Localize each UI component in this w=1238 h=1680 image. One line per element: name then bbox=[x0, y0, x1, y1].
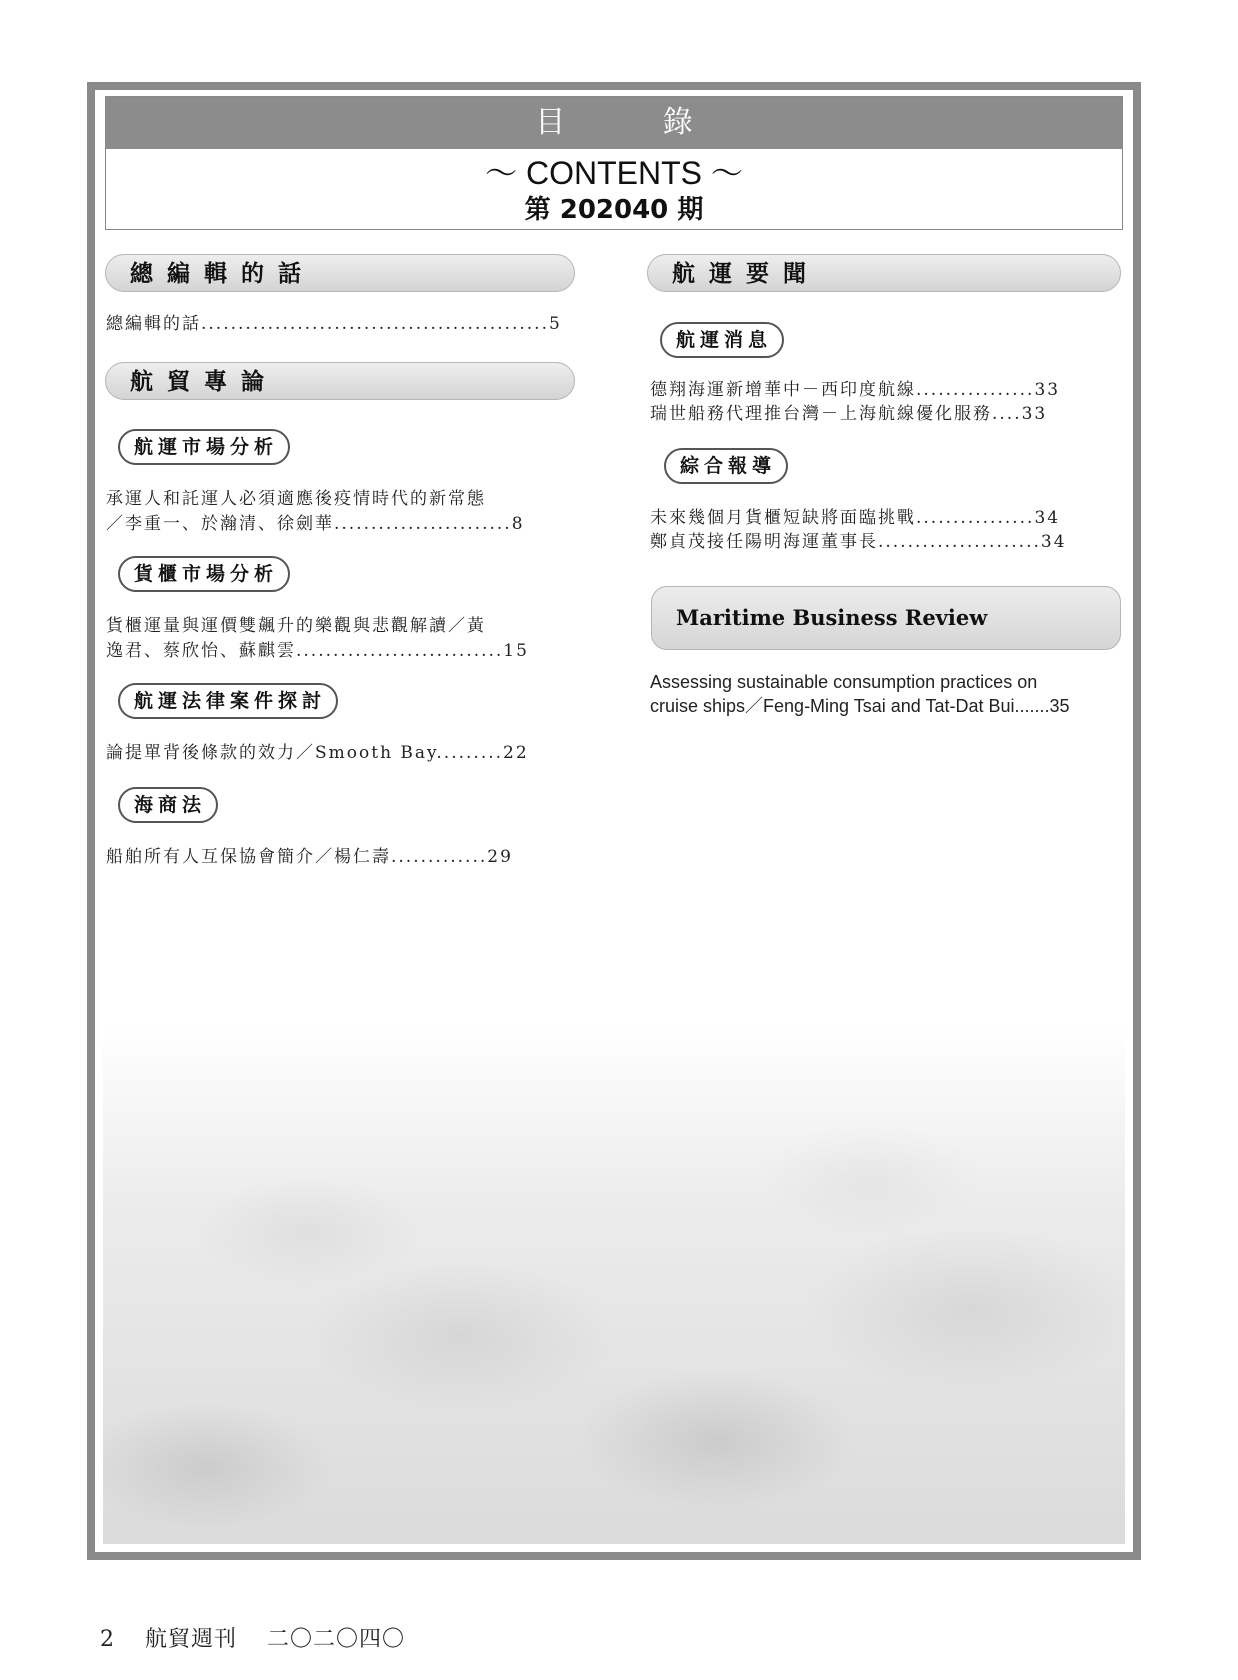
tag-shipping-news[interactable]: 航運消息 bbox=[660, 322, 784, 358]
publication-name: 航貿週刊 bbox=[145, 1627, 238, 1652]
tag-shipping-law[interactable]: 航運法律案件探討 bbox=[118, 683, 338, 719]
tag-container-market[interactable]: 貨櫃市場分析 bbox=[118, 556, 290, 592]
footer-issue: 二〇二〇四〇 bbox=[267, 1627, 406, 1652]
entry-line[interactable]: 鄭貞茂接任陽明海運董事長......................34 bbox=[650, 532, 1067, 552]
section-editor[interactable]: 總編輯的話 bbox=[105, 254, 575, 292]
section-maritime-business-review[interactable]: Maritime Business Review bbox=[651, 586, 1121, 650]
tag-general-report[interactable]: 綜合報導 bbox=[664, 448, 788, 484]
entry-line[interactable]: 逸君、蔡欣怡、蘇麒雲............................15 bbox=[106, 641, 529, 661]
entry-editor[interactable]: 總編輯的話...............................................5 bbox=[106, 314, 562, 334]
tag-shipping-market[interactable]: 航運市場分析 bbox=[118, 429, 290, 465]
entry-line[interactable]: 船舶所有人互保協會簡介／楊仁壽.............29 bbox=[106, 847, 513, 867]
entry-line[interactable]: 未來幾個月貨櫃短缺將面臨挑戰................34 bbox=[650, 508, 1061, 528]
page-footer bbox=[100, 1622, 427, 1653]
entry-line[interactable]: 承運人和託運人必須適應後疫情時代的新常態 bbox=[106, 489, 486, 509]
contents-header bbox=[105, 96, 1123, 230]
section-news[interactable]: 航運要聞 bbox=[647, 254, 1121, 292]
page-frame bbox=[87, 82, 1141, 1560]
page-number: 2 bbox=[100, 1627, 115, 1652]
contents-title: ～ CONTENTS ～ bbox=[485, 155, 743, 191]
marble-background bbox=[103, 1024, 1125, 1544]
entry-line[interactable]: Assessing sustainable consumption practices on bbox=[650, 672, 1038, 692]
entry-line[interactable]: 貨櫃運量與運價雙飆升的樂觀與悲觀解讀／黃 bbox=[106, 616, 486, 636]
section-commentary[interactable]: 航貿專論 bbox=[105, 362, 575, 400]
header-title-bar: 目 錄 bbox=[106, 97, 1122, 149]
tag-maritime-law[interactable]: 海商法 bbox=[118, 787, 218, 823]
entry-line[interactable]: 論提單背後條款的效力／Smooth Bay.........22 bbox=[106, 743, 529, 763]
issue-number: 第 202040 期 bbox=[524, 195, 704, 225]
entry-line[interactable]: 瑞世船務代理推台灣－上海航線優化服務....33 bbox=[650, 404, 1048, 424]
entry-line[interactable]: 德翔海運新增華中－西印度航線................33 bbox=[650, 380, 1061, 400]
entry-line[interactable]: ／李重一、於瀚清、徐劍華........................8 bbox=[106, 514, 525, 534]
entry-line[interactable]: cruise ships／Feng-Ming Tsai and Tat-Dat Bui.......35 bbox=[650, 696, 1070, 716]
